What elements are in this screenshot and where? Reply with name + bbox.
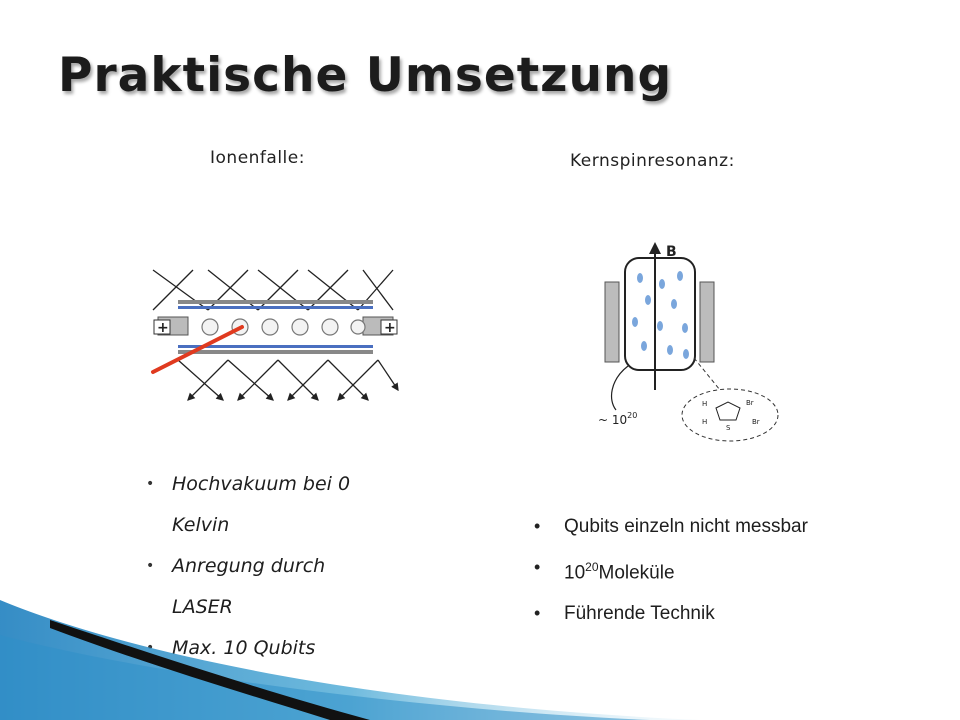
slide-title: Praktische Umsetzung <box>58 48 673 103</box>
ion-trap-heading: Ionenfalle: <box>210 148 305 168</box>
list-item: • Anregung durch LASER <box>142 546 392 628</box>
corner-decoration <box>0 580 960 720</box>
svg-text:H: H <box>702 400 708 408</box>
svg-text:H: H <box>702 418 708 426</box>
ions <box>202 319 365 335</box>
list-item: • Max. 10 Qubits <box>142 628 392 669</box>
svg-text:Br: Br <box>752 418 760 426</box>
list-item: • $10^{20}Moleküle$ <box>532 547 932 593</box>
plus-right: + <box>384 320 396 336</box>
nmr-diagram <box>590 240 790 445</box>
list-item: • Führende Technik <box>532 593 932 634</box>
b-field-arrowhead <box>649 242 661 254</box>
list-item: • Hochvakuum bei 0 Kelvin <box>142 464 392 546</box>
svg-text:S: S <box>726 424 731 432</box>
nmr-heading: Kernspinresonanz: <box>570 151 735 171</box>
molecule-structure <box>702 399 760 432</box>
field-lines-bottom <box>178 360 398 400</box>
ion-trap-diagram <box>148 265 408 415</box>
list-item: • Qubits einzeln nicht messbar <box>532 506 932 547</box>
count-pointer <box>612 366 628 410</box>
plus-left: + <box>157 320 169 336</box>
b-field-label: B <box>666 244 677 260</box>
molecule-count: ~ $10^{20}$ <box>598 411 638 427</box>
svg-text:Br: Br <box>746 399 754 407</box>
